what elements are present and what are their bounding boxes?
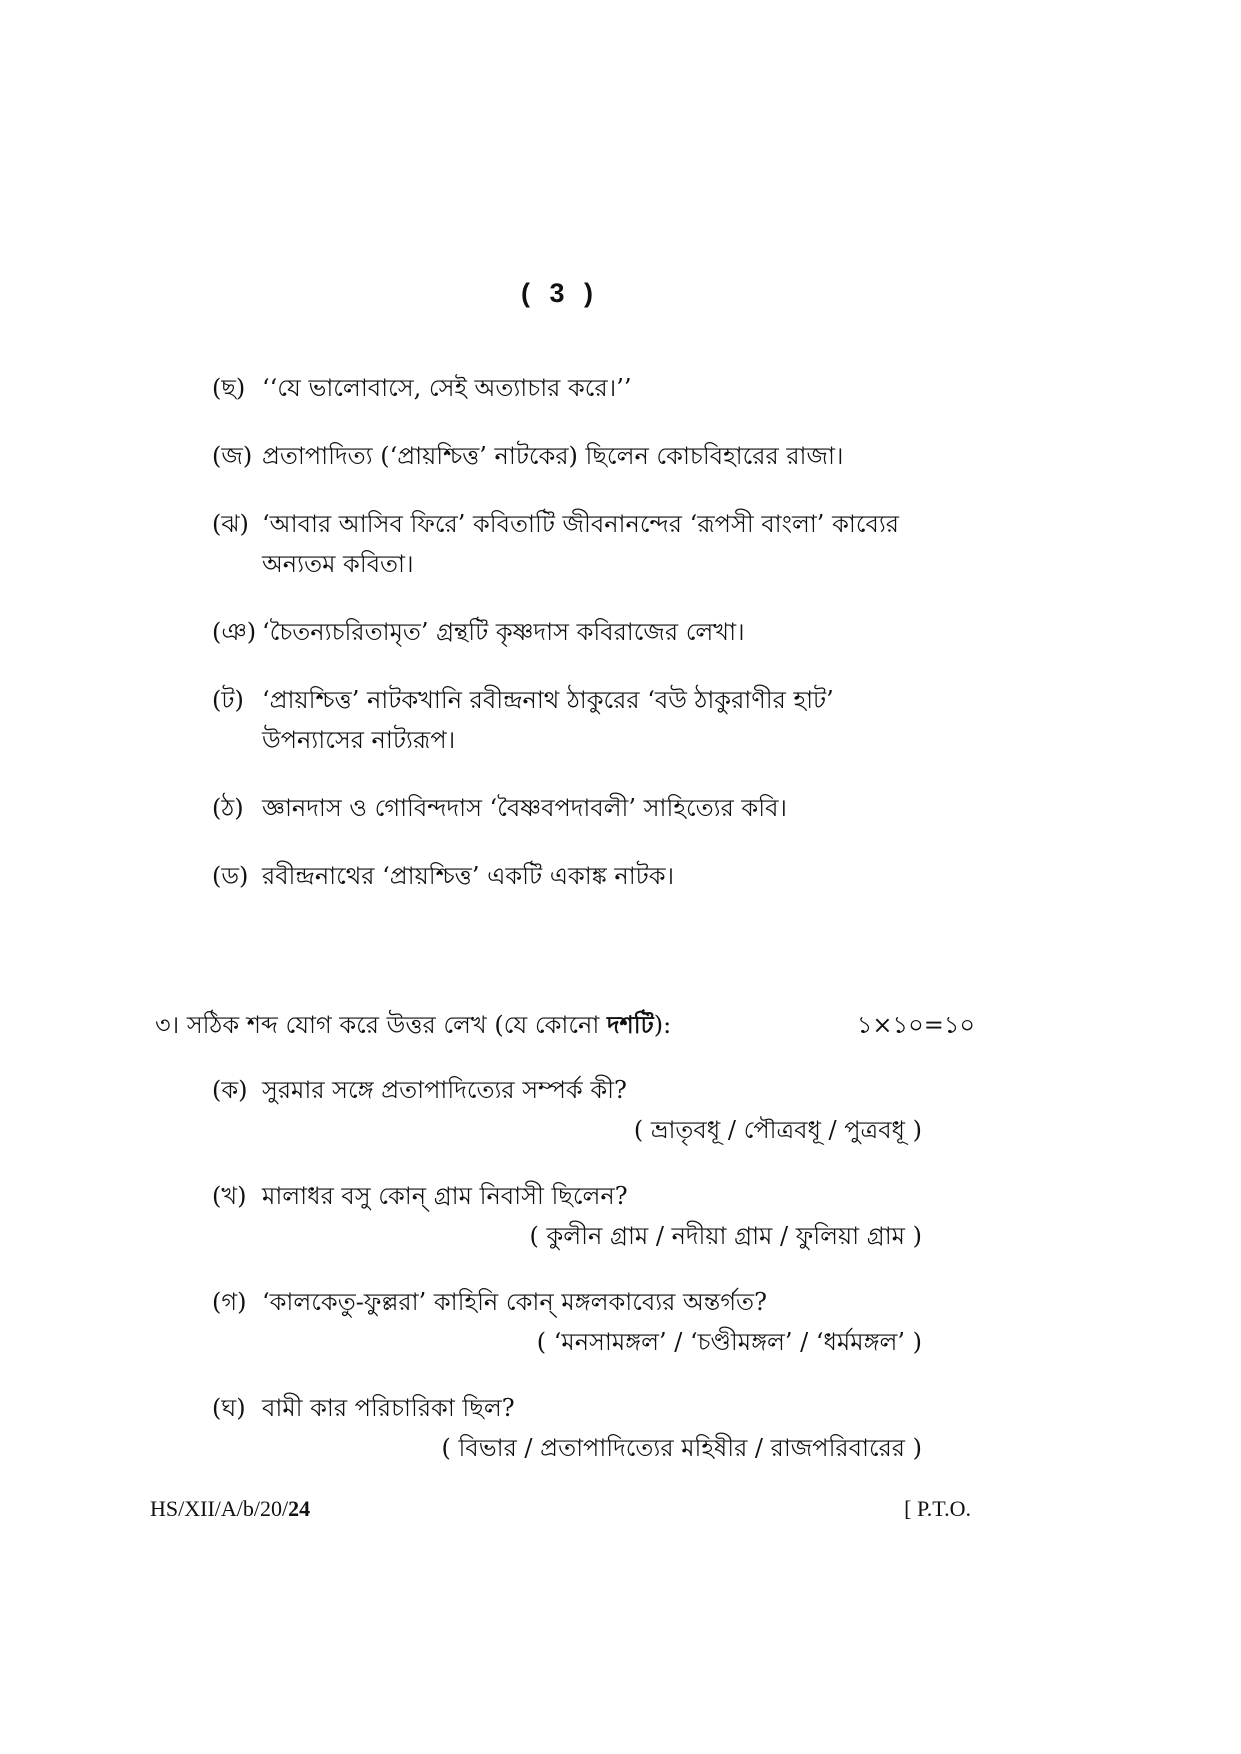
statement-text: ‘‘যে ভালোবাসে, সেই অত্যাচার করে।’’ (262, 374, 632, 402)
statement-nya (212, 612, 932, 652)
option-choices: ( কুলীন গ্রাম / নদীয়া গ্রাম / ফুলিয়া গ্রাম ) (529, 1222, 922, 1250)
statement-text-continued: অন্যতম কবিতা। (262, 550, 414, 578)
pto-marker: [ P.T.O. (904, 1496, 971, 1521)
statement-text: জ্ঞানদাস ও গোবিন্দদাস ‘বৈষ্ণবপদাবলী’ সাহিত্যের কবি। (262, 794, 788, 822)
page-number: ( 3 ) (520, 278, 599, 308)
statement-label: (ছ) (212, 374, 246, 402)
paper-code-prefix: HS/XII/A/b/20/ (150, 1496, 289, 1521)
option-choices: ( ভ্রাতৃবধূ / পৌত্রবধূ / পুত্রবধূ ) (633, 1116, 922, 1144)
statement-label: (জ) (212, 442, 253, 470)
paper-code (150, 1496, 310, 1522)
option-label: (ক) (212, 1076, 248, 1104)
statement-ja (212, 436, 932, 476)
option-choices: ( বিভার / প্রতাপাদিত্যের মহিষীর / রাজপরিবারের ) (441, 1434, 922, 1462)
option-question-gha (212, 1388, 922, 1468)
statement-text: রবীন্দ্রনাথের ‘প্রায়শ্চিত্ত’ একটি একাঙ্ক নাটক। (262, 862, 675, 890)
statement-text-continued: উপন্যাসের নাট্যরূপ। (262, 726, 456, 754)
statement-tha (212, 788, 932, 828)
statement-text: ‘আবার আসিব ফিরে’ কবিতাটি জীবনানন্দের ‘রূপসী বাংলা’ কাব্যের (262, 510, 899, 538)
statement-label: (ঝ) (212, 510, 249, 538)
statement-text: প্রতাপাদিত্য (‘প্রায়শ্চিত্ত’ নাটকের) ছিলেন কোচবিহারের রাজা। (262, 442, 844, 470)
option-question-ga (212, 1282, 922, 1362)
statement-label: (ট) (212, 686, 244, 714)
statement-ta (212, 680, 932, 760)
option-question: বামী কার পরিচারিকা ছিল? (262, 1394, 515, 1422)
option-label: (গ) (212, 1288, 247, 1316)
option-question: ‘কালকেতু-ফুল্লরা’ কাহিনি কোন্ মঙ্গলকাব্যের অন্তর্গত? (262, 1288, 767, 1316)
question-text-bold: দশটি (606, 1010, 654, 1039)
option-question: মালাধর বসু কোন্ গ্রাম নিবাসী ছিলেন? (262, 1182, 628, 1210)
statement-text: ‘প্রায়শ্চিত্ত’ নাটকখানি রবীন্দ্রনাথ ঠাকুরের ‘বউ ঠাকুরাণীর হাট’ (262, 686, 834, 714)
option-question-ka (212, 1070, 922, 1150)
option-question: সুরমার সঙ্গে প্রতাপাদিত্যের সম্পর্ক কী? (262, 1076, 627, 1104)
option-label: (ঘ) (212, 1394, 246, 1422)
question-marks: ১×১০=১০ (856, 1011, 975, 1039)
statement-jha (212, 504, 932, 584)
statement-label: (ঞ) (212, 618, 257, 646)
statement-da (212, 856, 932, 896)
statement-text: ‘চৈতন্যচরিতামৃত’ গ্রন্থটি কৃষ্ণদাস কবিরাজের লেখা। (262, 618, 745, 646)
option-choices: ( ‘মনসামঙ্গল’ / ‘চণ্ডীমঙ্গল’ / ‘ধর্মমঙ্গল’ ) (536, 1328, 922, 1356)
paper-code-year: 24 (288, 1496, 311, 1521)
option-label: (খ) (212, 1182, 247, 1210)
statement-chha (212, 368, 932, 408)
statement-label: (ঠ) (212, 794, 244, 822)
statement-label: (ড) (212, 862, 249, 890)
question-text: সঠিক শব্দ যোগ করে উত্তর লেখ (যে কোনো (186, 1011, 607, 1039)
question-3-heading (155, 1005, 975, 1045)
question-number: ৩। (155, 1011, 180, 1039)
option-question-kha (212, 1176, 922, 1256)
question-text-end: ): (653, 1011, 672, 1039)
